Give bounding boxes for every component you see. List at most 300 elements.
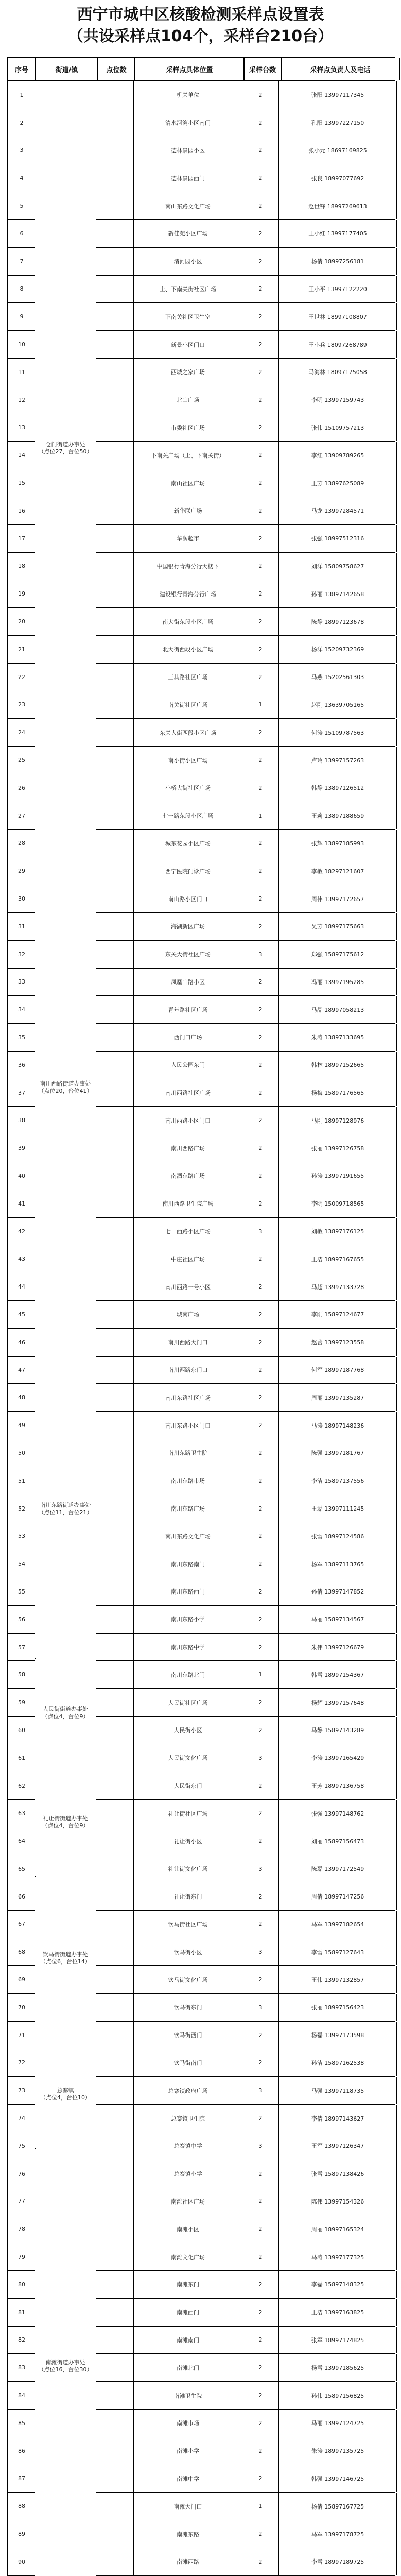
row-no: 27 <box>8 802 36 829</box>
row-contact: 孙伟 15897156825 <box>279 2382 397 2409</box>
row-location: 南川东路南门 <box>134 1550 242 1578</box>
row-point-count <box>97 1689 134 1716</box>
row-point-count <box>97 802 134 829</box>
row-point-count <box>97 774 134 802</box>
row-contact: 冯丽 13997195285 <box>279 969 397 996</box>
row-no: 25 <box>8 747 36 774</box>
row-point-count <box>97 469 134 497</box>
row-location: 南川西路小区门口 <box>134 1107 242 1134</box>
row-no: 8 <box>8 276 36 303</box>
row-no: 14 <box>8 442 36 469</box>
row-contact: 孙涛 13997191655 <box>279 1162 397 1190</box>
row-contact: 李涛 13997165429 <box>279 1744 397 1772</box>
row-desks: 2 <box>242 1190 279 1217</box>
street-name: 南川西路街道办事处 <box>40 1080 91 1088</box>
row-contact: 李雪 18997189725 <box>279 2548 397 2575</box>
row-location: 西城之家广场 <box>134 359 242 386</box>
row-desks: 2 <box>242 1772 279 1800</box>
row-contact: 孙丽 13897142658 <box>279 580 397 607</box>
row-location: 新佳苑小区广场 <box>134 220 242 247</box>
table-body <box>8 81 395 2576</box>
row-no: 42 <box>8 1218 36 1245</box>
row-desks: 2 <box>242 1439 279 1467</box>
row-point-count <box>97 969 134 996</box>
row-desks: 2 <box>242 1384 279 1411</box>
row-location: 南川东路小区门口 <box>134 1412 242 1439</box>
street-count: （点位27，台位50） <box>38 448 93 455</box>
row-no: 74 <box>8 2105 36 2132</box>
row-point-count <box>97 1024 134 1051</box>
row-contact: 杨雪 13997185625 <box>279 2354 397 2381</box>
row-contact: 韩强 13997146725 <box>279 2465 397 2493</box>
row-contact: 李红 13909789265 <box>279 442 397 469</box>
row-no: 20 <box>8 608 36 635</box>
row-no: 44 <box>8 1273 36 1300</box>
row-contact: 王磊 13997111245 <box>279 1495 397 1522</box>
row-location: 礼让街文化广场 <box>134 1855 242 1883</box>
row-location: 南滩南门 <box>134 2327 242 2354</box>
row-location: 南滩社区广场 <box>134 2188 242 2215</box>
row-point-count <box>97 2354 134 2381</box>
row-location: 南大街东段小区广场 <box>134 608 242 635</box>
row-contact: 王世林 18997108807 <box>279 303 397 330</box>
row-desks: 2 <box>242 386 279 414</box>
row-no: 38 <box>8 1107 36 1134</box>
row-desks: 2 <box>242 1550 279 1578</box>
row-contact: 张丽 18997156423 <box>279 1994 397 2021</box>
row-point-count <box>97 2271 134 2298</box>
row-no: 32 <box>8 941 36 968</box>
row-point-count <box>97 1994 134 2021</box>
row-point-count <box>97 109 134 137</box>
row-contact: 张军 18997174825 <box>279 2327 397 2354</box>
row-desks: 2 <box>242 1273 279 1300</box>
row-location: 新景小区门口 <box>134 331 242 358</box>
row-desks: 2 <box>242 1412 279 1439</box>
row-no: 36 <box>8 1052 36 1079</box>
row-point-count <box>97 1606 134 1633</box>
row-desks: 2 <box>242 525 279 552</box>
row-location: 南川东路北门 <box>134 1661 242 1688</box>
row-point-count <box>97 1329 134 1356</box>
row-no: 63 <box>8 1800 36 1827</box>
row-location: 凤凰山路小区 <box>134 969 242 996</box>
row-no: 64 <box>8 1827 36 1855</box>
row-no: 11 <box>8 359 36 386</box>
street-count: （点位4，台位9） <box>42 1713 89 1720</box>
row-location: 下南关广场（上、下南关街） <box>134 442 242 469</box>
row-contact: 马丽 13997124725 <box>279 2410 397 2437</box>
row-no: 5 <box>8 192 36 219</box>
row-point-count <box>97 1800 134 1827</box>
row-contact: 马晶 18997058213 <box>279 996 397 1023</box>
row-point-count <box>97 1827 134 1855</box>
row-no: 67 <box>8 1911 36 1938</box>
row-desks: 2 <box>242 608 279 635</box>
row-point-count <box>97 1550 134 1578</box>
row-point-count <box>97 1439 134 1467</box>
row-no: 34 <box>8 996 36 1023</box>
row-contact: 王伟 13997132857 <box>279 1966 397 1993</box>
row-contact: 周丽 13997135287 <box>279 1384 397 1411</box>
row-location: 南川西路卫生院广场 <box>134 1190 242 1217</box>
row-desks: 2 <box>242 996 279 1023</box>
row-contact: 马海林 18097175058 <box>279 359 397 386</box>
row-location: 总寨镇中学 <box>134 2132 242 2160</box>
row-point-count <box>97 1052 134 1079</box>
row-point-count <box>97 2022 134 2049</box>
row-point-count <box>97 1412 134 1439</box>
row-contact: 韩静 13897126512 <box>279 774 397 802</box>
row-desks: 2 <box>242 636 279 663</box>
row-no: 37 <box>8 1079 36 1107</box>
row-location: 南滩卫生院 <box>134 2382 242 2409</box>
row-contact: 李雪 15897127643 <box>279 1938 397 1965</box>
row-point-count <box>97 1245 134 1273</box>
row-desks: 1 <box>242 1661 279 1688</box>
row-contact: 王洁 13997163825 <box>279 2299 397 2326</box>
row-location: 礼让街东门 <box>134 1883 242 1910</box>
row-location: 南酒东路广场 <box>134 1162 242 1190</box>
row-desks: 1 <box>242 691 279 719</box>
row-no: 4 <box>8 164 36 192</box>
row-no: 10 <box>8 331 36 358</box>
street-name: 南川东路街道办事处 <box>40 1502 91 1509</box>
row-contact: 何涛 15109787563 <box>279 719 397 746</box>
row-desks: 2 <box>242 913 279 940</box>
row-desks: 2 <box>242 1800 279 1827</box>
row-contact: 陈强 13997181767 <box>279 1439 397 1467</box>
row-desks: 2 <box>242 2520 279 2548</box>
row-location: 南滩西门 <box>134 2299 242 2326</box>
row-location: 新华联广场 <box>134 497 242 524</box>
row-desks: 2 <box>242 885 279 912</box>
row-location: 礼让街社区广场 <box>134 1800 242 1827</box>
row-contact: 马军 13997182654 <box>279 1911 397 1938</box>
row-no: 40 <box>8 1162 36 1190</box>
row-contact: 周倩 18997147256 <box>279 1883 397 1910</box>
row-no: 76 <box>8 2160 36 2188</box>
street-group-label <box>35 81 96 816</box>
row-location: 上、下南关街社区广场 <box>134 276 242 303</box>
row-desks: 2 <box>242 192 279 219</box>
row-location: 东关大街社区广场 <box>134 941 242 968</box>
row-desks: 2 <box>242 2188 279 2215</box>
row-desks: 2 <box>242 1467 279 1495</box>
row-no: 75 <box>8 2132 36 2160</box>
row-desks: 3 <box>242 1994 279 2021</box>
row-contact: 杨梅 15897176565 <box>279 1079 397 1107</box>
row-desks: 2 <box>242 1827 279 1855</box>
header-street: 街道/镇 <box>36 58 98 80</box>
row-desks: 2 <box>242 2548 279 2575</box>
row-desks: 3 <box>242 941 279 968</box>
row-desks: 2 <box>242 1495 279 1522</box>
row-location: 南滩文化广场 <box>134 2243 242 2270</box>
row-contact: 陈静 18997123678 <box>279 608 397 635</box>
row-no: 33 <box>8 969 36 996</box>
row-no: 68 <box>8 1938 36 1965</box>
row-location: 南川东路小学 <box>134 1606 242 1633</box>
street-group-label <box>35 1360 96 1659</box>
row-contact: 赵蕾 13997123558 <box>279 1329 397 1356</box>
header-desk-count: 采样台数 <box>245 58 282 80</box>
street-name: 礼让街街道办事处 <box>43 1815 88 1822</box>
street-count: （点位11，台位21） <box>38 1509 93 1516</box>
row-contact: 孙倩 13997147852 <box>279 1578 397 1605</box>
row-desks: 2 <box>242 1162 279 1190</box>
row-no: 19 <box>8 580 36 607</box>
row-contact: 杨倩 15897167725 <box>279 2493 397 2520</box>
row-contact: 杨洋 15209732369 <box>279 636 397 663</box>
row-desks: 2 <box>242 303 279 330</box>
row-contact: 王小平 13997122220 <box>279 276 397 303</box>
row-location: 南川东路市场 <box>134 1467 242 1495</box>
row-location: 人民街社区广场 <box>134 1689 242 1716</box>
street-count: （点位20，台位41） <box>38 1088 93 1095</box>
street-name: 南滩街道办事处 <box>45 2359 85 2366</box>
row-contact: 李明 15009718565 <box>279 1190 397 1217</box>
row-location: 南滩东门 <box>134 2271 242 2298</box>
row-desks: 3 <box>242 1938 279 1965</box>
row-point-count <box>97 1162 134 1190</box>
row-point-count <box>97 830 134 857</box>
row-location: 西门口广场 <box>134 1024 242 1051</box>
row-location: 礼让街小区 <box>134 1827 242 1855</box>
row-no: 12 <box>8 386 36 414</box>
row-desks: 2 <box>242 1301 279 1328</box>
row-no: 71 <box>8 2022 36 2049</box>
row-point-count <box>97 885 134 912</box>
row-contact: 王洁 18997167655 <box>279 1245 397 1273</box>
row-contact: 李明 13997159743 <box>279 386 397 414</box>
row-contact: 李洁 15897137556 <box>279 1467 397 1495</box>
row-desks: 2 <box>242 2215 279 2243</box>
row-point-count <box>97 276 134 303</box>
row-point-count <box>97 1384 134 1411</box>
row-location: 城东花园小区广场 <box>134 830 242 857</box>
row-location: 南川西路大门口 <box>134 1329 242 1356</box>
row-location: 饮马街文化广场 <box>134 1966 242 1993</box>
row-desks: 2 <box>242 1245 279 1273</box>
page-title <box>0 4 401 47</box>
row-contact: 马龙 13997284571 <box>279 497 397 524</box>
row-no: 80 <box>8 2271 36 2298</box>
row-contact: 张良 18997077692 <box>279 164 397 192</box>
row-point-count <box>97 2520 134 2548</box>
row-location: 南山社区广场 <box>134 469 242 497</box>
row-contact: 马丽 15897134567 <box>279 1606 397 1633</box>
row-no: 29 <box>8 857 36 885</box>
row-no: 39 <box>8 1134 36 1162</box>
row-desks: 2 <box>242 248 279 275</box>
header-no: 序号 <box>8 58 36 80</box>
row-desks: 2 <box>242 1522 279 1550</box>
row-location: 南川西路社区广场 <box>134 1079 242 1107</box>
row-desks: 2 <box>242 1052 279 1079</box>
row-point-count <box>97 1134 134 1162</box>
row-location: 总寨镇卫生院 <box>134 2105 242 2132</box>
row-contact: 刘洋 15809758627 <box>279 553 397 580</box>
row-contact: 马涛 13997177325 <box>279 2243 397 2270</box>
row-contact: 李敏 18297121607 <box>279 857 397 885</box>
row-contact: 马军 13997178725 <box>279 2520 397 2548</box>
row-desks: 2 <box>242 1134 279 1162</box>
row-no: 1 <box>8 81 36 109</box>
row-desks: 2 <box>242 2105 279 2132</box>
row-desks: 2 <box>242 2271 279 2298</box>
row-location: 七一路东段小区广场 <box>134 802 242 829</box>
street-group-label <box>35 1768 96 1876</box>
row-point-count <box>97 719 134 746</box>
row-desks: 2 <box>242 553 279 580</box>
row-no: 31 <box>8 913 36 940</box>
header-point-count: 点位数 <box>98 58 135 80</box>
row-no: 6 <box>8 220 36 247</box>
row-location: 南滩小区 <box>134 2215 242 2243</box>
row-location: 三其路社区广场 <box>134 664 242 691</box>
row-no: 62 <box>8 1772 36 1800</box>
row-point-count <box>97 691 134 719</box>
row-point-count <box>97 2327 134 2354</box>
row-contact: 王芳 18997136758 <box>279 1772 397 1800</box>
row-location: 饮马街社区广场 <box>134 1911 242 1938</box>
street-group-label <box>35 1877 96 2040</box>
row-location: 南滩中学 <box>134 2465 242 2493</box>
row-location: 饮马街南门 <box>134 2049 242 2077</box>
row-no: 57 <box>8 1634 36 1661</box>
header-location: 采样点具体位置 <box>135 58 245 80</box>
row-contact: 王芳 13897625089 <box>279 469 397 497</box>
row-contact: 朱涛 18997135725 <box>279 2437 397 2465</box>
row-no: 46 <box>8 1329 36 1356</box>
row-no: 78 <box>8 2215 36 2243</box>
row-no: 83 <box>8 2354 36 2381</box>
row-no: 16 <box>8 497 36 524</box>
row-no: 84 <box>8 2382 36 2409</box>
row-point-count <box>97 996 134 1023</box>
row-contact: 张强 18997512316 <box>279 525 397 552</box>
row-contact: 刘丽 15897156473 <box>279 1827 397 1855</box>
row-point-count <box>97 2132 134 2160</box>
row-contact: 张雪 18997124586 <box>279 1522 397 1550</box>
row-desks: 2 <box>242 2299 279 2326</box>
row-desks: 2 <box>242 1024 279 1051</box>
row-desks: 2 <box>242 2354 279 2381</box>
row-desks: 1 <box>242 802 279 829</box>
row-no: 26 <box>8 774 36 802</box>
row-location: 南川西路一号小区 <box>134 1273 242 1300</box>
row-location: 南川东路广场 <box>134 1495 242 1522</box>
row-no: 73 <box>8 2077 36 2104</box>
row-desks: 2 <box>242 1079 279 1107</box>
row-location: 南滩北门 <box>134 2354 242 2381</box>
row-contact: 马刚 18997128976 <box>279 1107 397 1134</box>
row-point-count <box>97 553 134 580</box>
row-no: 77 <box>8 2188 36 2215</box>
row-point-count <box>97 2493 134 2520</box>
row-point-count <box>97 1301 134 1328</box>
row-point-count <box>97 2188 134 2215</box>
row-no: 23 <box>8 691 36 719</box>
row-desks: 1 <box>242 2493 279 2520</box>
row-point-count <box>97 164 134 192</box>
row-point-count <box>97 2299 134 2326</box>
row-no: 48 <box>8 1384 36 1411</box>
row-desks: 2 <box>242 2465 279 2493</box>
row-no: 54 <box>8 1550 36 1578</box>
row-no: 90 <box>8 2548 36 2575</box>
row-desks: 2 <box>242 857 279 885</box>
row-desks: 2 <box>242 469 279 497</box>
row-point-count <box>97 636 134 663</box>
row-desks: 2 <box>242 1689 279 1716</box>
row-contact: 张伟 15109757213 <box>279 414 397 442</box>
row-no: 28 <box>8 830 36 857</box>
row-location: 人民街东门 <box>134 1772 242 1800</box>
row-no: 17 <box>8 525 36 552</box>
row-point-count <box>97 359 134 386</box>
row-location: 南滩西路 <box>134 2548 242 2575</box>
row-contact: 韩林 18997152665 <box>279 1052 397 1079</box>
row-no: 45 <box>8 1301 36 1328</box>
row-desks: 2 <box>242 747 279 774</box>
row-contact: 马强 13997118735 <box>279 2077 397 2104</box>
row-location: 南川西路东门口 <box>134 1357 242 1384</box>
row-contact: 朱涛 13897133695 <box>279 1024 397 1051</box>
row-point-count <box>97 1717 134 1744</box>
row-no: 41 <box>8 1190 36 1217</box>
row-desks: 2 <box>242 1578 279 1605</box>
row-desks: 2 <box>242 137 279 164</box>
row-desks: 3 <box>242 2077 279 2104</box>
row-point-count <box>97 386 134 414</box>
row-location: 七一西路小区广场 <box>134 1218 242 1245</box>
row-desks: 2 <box>242 497 279 524</box>
row-point-count <box>97 941 134 968</box>
row-location: 中国银行青海分行大楼下 <box>134 553 242 580</box>
row-location: 南川东路社区广场 <box>134 1384 242 1411</box>
row-contact: 杨倩 18997256181 <box>279 248 397 275</box>
row-point-count <box>97 1467 134 1495</box>
row-no: 52 <box>8 1495 36 1522</box>
title-line-1: 西宁市城中区核酸检测采样点设置表 <box>77 6 324 24</box>
row-point-count <box>97 1578 134 1605</box>
row-desks: 2 <box>242 1966 279 1993</box>
row-point-count <box>97 2548 134 2575</box>
street-name: 仓门街道办事处 <box>45 441 85 448</box>
row-point-count <box>97 1107 134 1134</box>
row-desks: 2 <box>242 276 279 303</box>
street-name: 总寨镇 <box>57 2087 74 2094</box>
row-no: 3 <box>8 137 36 164</box>
header-contact: 采样点负责人及电话 <box>282 58 400 80</box>
row-location: 饮马街西门 <box>134 2022 242 2049</box>
row-point-count <box>97 1938 134 1965</box>
row-point-count <box>97 1911 134 1938</box>
row-point-count <box>97 664 134 691</box>
row-no: 55 <box>8 1578 36 1605</box>
row-contact: 李刚 15897124677 <box>279 1301 397 1328</box>
row-contact: 马静 15897143289 <box>279 1717 397 1744</box>
row-location: 人民街文化广场 <box>134 1744 242 1772</box>
row-no: 18 <box>8 553 36 580</box>
row-desks: 2 <box>242 1606 279 1633</box>
row-contact: 郑强 15897175612 <box>279 941 397 968</box>
row-no: 49 <box>8 1412 36 1439</box>
row-desks: 2 <box>242 331 279 358</box>
row-no: 81 <box>8 2299 36 2326</box>
